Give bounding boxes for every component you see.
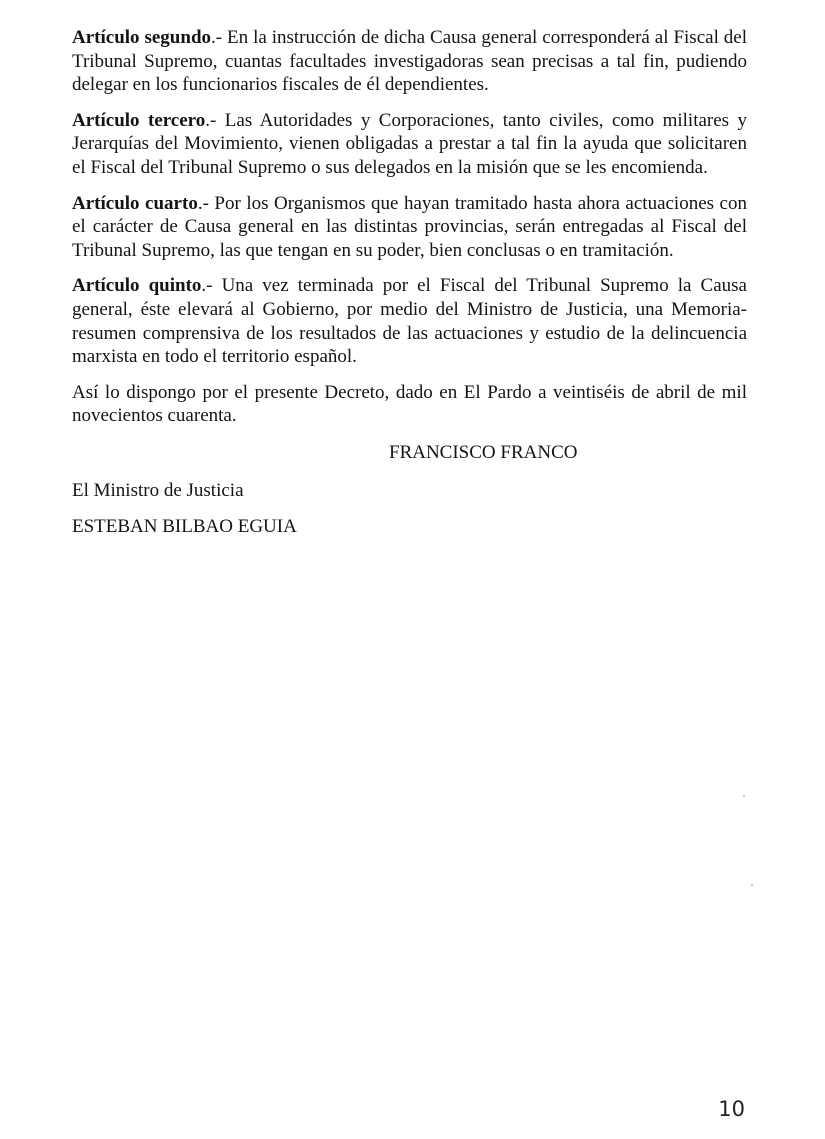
article-heading: Artículo tercero: [72, 109, 206, 131]
article-paragraph: [72, 109, 747, 180]
article-heading: Artículo quinto: [72, 275, 202, 297]
article-body: .- Las Autoridades y Corporaciones, tanto civiles, como militares y Jerarquías del Movimiento, vienen obligadas a prestar a tal fin la ayuda que solicitaren el Fiscal del Tribunal Supremo o sus delegados en la misión que se les encomienda.: [72, 109, 747, 178]
article-heading: Artículo segundo: [72, 27, 212, 48]
article-paragraph: [72, 274, 747, 368]
article-paragraph: [72, 26, 747, 97]
scan-speck: [751, 884, 753, 886]
article-paragraph: [72, 192, 747, 263]
closing-paragraph: Así lo dispongo por el presente Decreto, dado en El Pardo a veintiséis de abril de mil novecientos cuarenta.: [72, 381, 747, 427]
scan-speck: [743, 795, 745, 797]
article-heading: Artículo cuarto: [72, 192, 198, 214]
document-page: [72, 26, 747, 552]
minister-name: ESTEBAN BILBAO EGUIA: [72, 516, 297, 538]
article-body: .- En la instrucción de dicha Causa general corresponderá al Fiscal del Tribunal Supremo, cuantas facultades investigadoras sean precisas a tal fin, pudiendo delegar en los funcionarios fiscales de él dependientes.: [72, 27, 747, 96]
page-number: 10: [718, 1097, 745, 1121]
signatory-name: FRANCISCO FRANCO: [389, 441, 578, 463]
minister-title: El Ministro de Justicia: [72, 479, 244, 501]
article-body: .- Una vez terminada por el Fiscal del Tribunal Supremo la Causa general, éste elevará al Gobierno, por medio del Ministro de Justicia, una Memoria-resumen comprensiva de los resultados de las actuaciones y estudio de la delincuencia marxista en todo el territorio español.: [72, 275, 747, 368]
article-body: .- Por los Organismos que hayan tramitado hasta ahora actuaciones con el carácter de Causa general en las distintas provincias, serán entregadas al Fiscal del Tribunal Supremo, las que tengan en su poder, bien conclusas o en tramitación.: [72, 192, 747, 261]
